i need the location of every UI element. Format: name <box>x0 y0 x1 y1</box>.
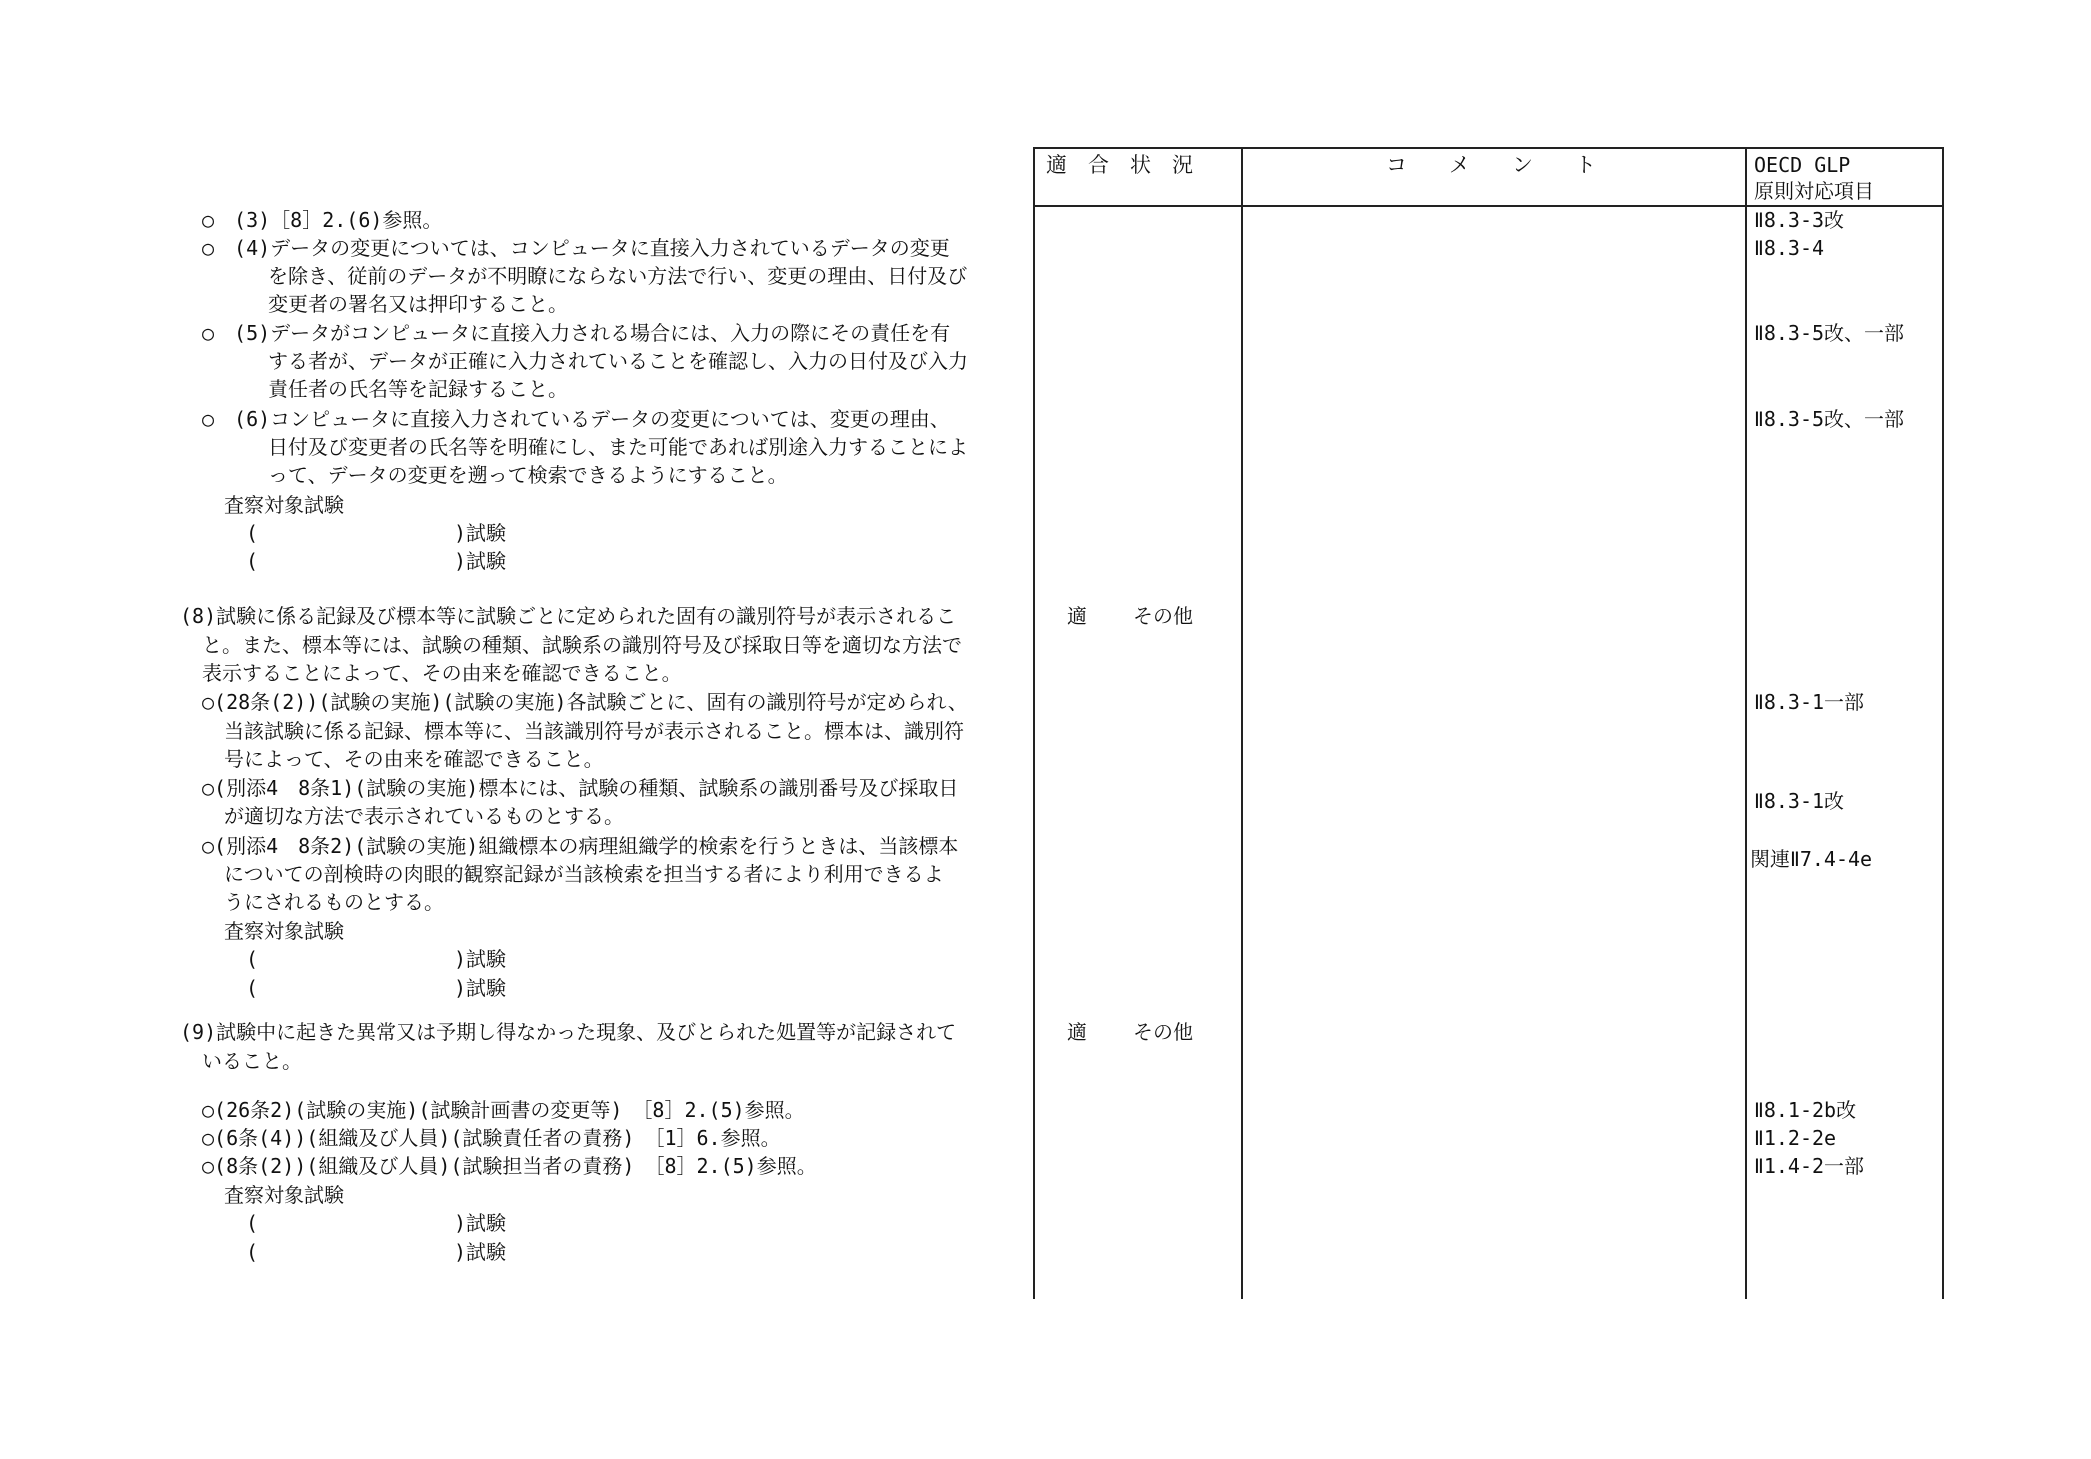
annex4-8-2-line1: ○(別添4 8条2)(試験の実施)組織標本の病理組織学的検索を行うときは、当該標本 <box>202 834 959 858</box>
test-paren-open-2a: ( <box>246 947 259 971</box>
table-right-border <box>1942 147 1944 1299</box>
table-left-border <box>1033 147 1035 1299</box>
section-9-line2: いること。 <box>202 1049 302 1073</box>
item-28-2-line2: 当該試験に係る記録、標本等に、当該識別符号が表示されること。標本は、識別符 <box>224 719 964 743</box>
oecd-ref-10: Ⅱ1.4-2一部 <box>1754 1154 1865 1178</box>
item-6-line3: って、データの変更を遡って検索できるようにすること。 <box>268 463 788 487</box>
test-paren-close-1b: )試験 <box>454 549 507 573</box>
item-5-line3: 責任者の氏名等を記録すること。 <box>268 377 568 401</box>
item-26-2: ○(26条2)(試験の実施)(試験計画書の変更等) ［8］2.(5)参照。 <box>202 1098 805 1122</box>
section-8-status-fit: 適 <box>1067 604 1087 628</box>
section-8-line1: (8)試験に係る記録及び標本等に試験ごとに定められた固有の識別符号が表示されるこ <box>180 604 957 628</box>
section-9-status-fit: 適 <box>1067 1020 1087 1044</box>
test-paren-open-3b: ( <box>246 1240 259 1264</box>
item-5-line2: する者が、データが正確に入力されていることを確認し、入力の日付及び入力 <box>268 349 968 373</box>
test-paren-close-1a: )試験 <box>454 521 507 545</box>
inspection-target-label-1: 査察対象試験 <box>224 493 344 517</box>
table-top-border <box>1033 147 1943 149</box>
annex4-8-1-line2: が適切な方法で表示されているものとする。 <box>224 804 624 828</box>
test-paren-open-3a: ( <box>246 1211 259 1235</box>
oecd-column-header-line2: 原則対応項目 <box>1754 179 1874 203</box>
oecd-ref-9: Ⅱ1.2-2e <box>1754 1126 1837 1150</box>
item-28-2-line3: 号によって、その由来を確認できること。 <box>224 747 604 771</box>
test-paren-open-2b: ( <box>246 976 259 1000</box>
annex4-8-1-line1: ○(別添4 8条1)(試験の実施)標本には、試験の種類、試験系の識別番号及び採取日 <box>202 776 959 800</box>
status-comment-divider <box>1241 147 1243 1299</box>
item-28-2-line1: ○(28条(2))(試験の実施)(試験の実施)各試験ごとに、固有の識別符号が定められ、 <box>202 690 968 714</box>
item-5-line1: ○ (5)データがコンピュータに直接入力される場合には、入力の際にその責任を有 <box>202 321 951 345</box>
item-6-line2: 日付及び変更者の氏名等を明確にし、また可能であれば別途入力することによ <box>268 435 968 459</box>
item-6-4: ○(6条(4))(組織及び人員)(試験責任者の責務) ［1］6.参照。 <box>202 1126 781 1150</box>
item-8-2: ○(8条(2))(組織及び人員)(試験担当者の責務) ［8］2.(5)参照。 <box>202 1154 817 1178</box>
item-4-line2: を除き、従前のデータが不明瞭にならない方法で行い、変更の理由、日付及び <box>268 264 968 288</box>
item-4-line1: ○ (4)データの変更については、コンピュータに直接入力されているデータの変更 <box>202 236 950 260</box>
section-9-line1: (9)試験中に起きた異常又は予期し得なかった現象、及びとられた処置等が記録されて <box>180 1020 957 1044</box>
oecd-ref-3: Ⅱ8.3-5改、一部 <box>1754 321 1905 345</box>
inspection-target-label-3: 査察対象試験 <box>224 1183 344 1207</box>
status-column-header: 適 合 状 況 <box>1046 153 1193 177</box>
oecd-ref-8: Ⅱ8.1-2b改 <box>1754 1098 1857 1122</box>
oecd-column-header-line1: OECD GLP <box>1754 153 1851 177</box>
oecd-ref-7: 関連Ⅱ7.4-4e <box>1750 847 1873 871</box>
oecd-ref-4: Ⅱ8.3-5改、一部 <box>1754 407 1905 431</box>
annex4-8-2-line2: についての剖検時の肉眼的観察記録が当該検索を担当する者により利用できるよ <box>224 862 944 886</box>
test-paren-open-1b: ( <box>246 549 259 573</box>
inspection-target-label-2: 査察対象試験 <box>224 919 344 943</box>
section-8-status-other: その他 <box>1133 604 1193 628</box>
section-9-status-other: その他 <box>1133 1020 1193 1044</box>
comment-oecd-divider <box>1745 147 1747 1299</box>
annex4-8-2-line3: うにされるものとする。 <box>224 890 444 914</box>
comment-column-header: コ メ ン ト <box>1386 153 1596 177</box>
test-paren-close-2a: )試験 <box>454 947 507 971</box>
oecd-ref-1: Ⅱ8.3-3改 <box>1754 208 1845 232</box>
test-paren-open-1a: ( <box>246 521 259 545</box>
test-paren-close-2b: )試験 <box>454 976 507 1000</box>
section-8-line2: と。また、標本等には、試験の種類、試験系の識別符号及び採取日等を適切な方法で <box>202 633 962 657</box>
item-6-line1: ○ (6)コンピュータに直接入力されているデータの変更については、変更の理由、 <box>202 407 950 431</box>
item-4-line3: 変更者の署名又は押印すること。 <box>268 292 568 316</box>
test-paren-close-3a: )試験 <box>454 1211 507 1235</box>
oecd-ref-5: Ⅱ8.3-1一部 <box>1754 690 1865 714</box>
oecd-ref-2: Ⅱ8.3-4 <box>1754 236 1825 260</box>
section-8-line3: 表示することによって、その由来を確認できること。 <box>202 661 682 685</box>
oecd-ref-6: Ⅱ8.3-1改 <box>1754 789 1845 813</box>
test-paren-close-3b: )試験 <box>454 1240 507 1264</box>
item-3-reference: ○ (3)［8］2.(6)参照。 <box>202 208 443 232</box>
